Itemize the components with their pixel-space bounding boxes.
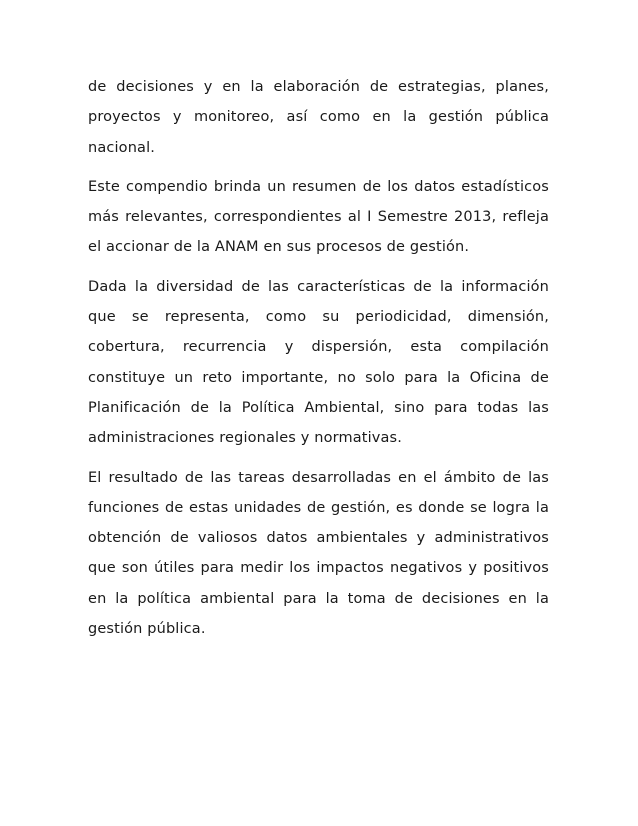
paragraph-2: Este compendio brinda un resumen de los datos estadísticos más relevantes, correspondientes al I Semestre 2013, refleja el accionar de la ANAM en sus procesos de gestión. <box>88 178 549 256</box>
body-text <box>88 72 549 653</box>
paragraph-1: de decisiones y en la elaboración de estrategias, planes, proyectos y monitoreo, así como en la gestión pública nacional. <box>88 79 549 156</box>
paragraph-3: Dada la diversidad de las características de la información que se representa, como su periodicidad, dimensión, cobertura, recurrencia y dispersión, esta compilación constituye un reto importante, no solo para la Oficina de Planificación de la Política Ambiental, sino para todas las administraciones regionales y normativas. <box>88 278 549 447</box>
paragraph-4: El resultado de las tareas desarrolladas en el ámbito de las funciones de estas unidades de gestión, es donde se logra la obtención de valiosos datos ambientales y administrativos que son útiles para medir los impactos negativos y positivos en la política ambiental para la toma de decisiones en la gestión pública. <box>88 469 549 638</box>
